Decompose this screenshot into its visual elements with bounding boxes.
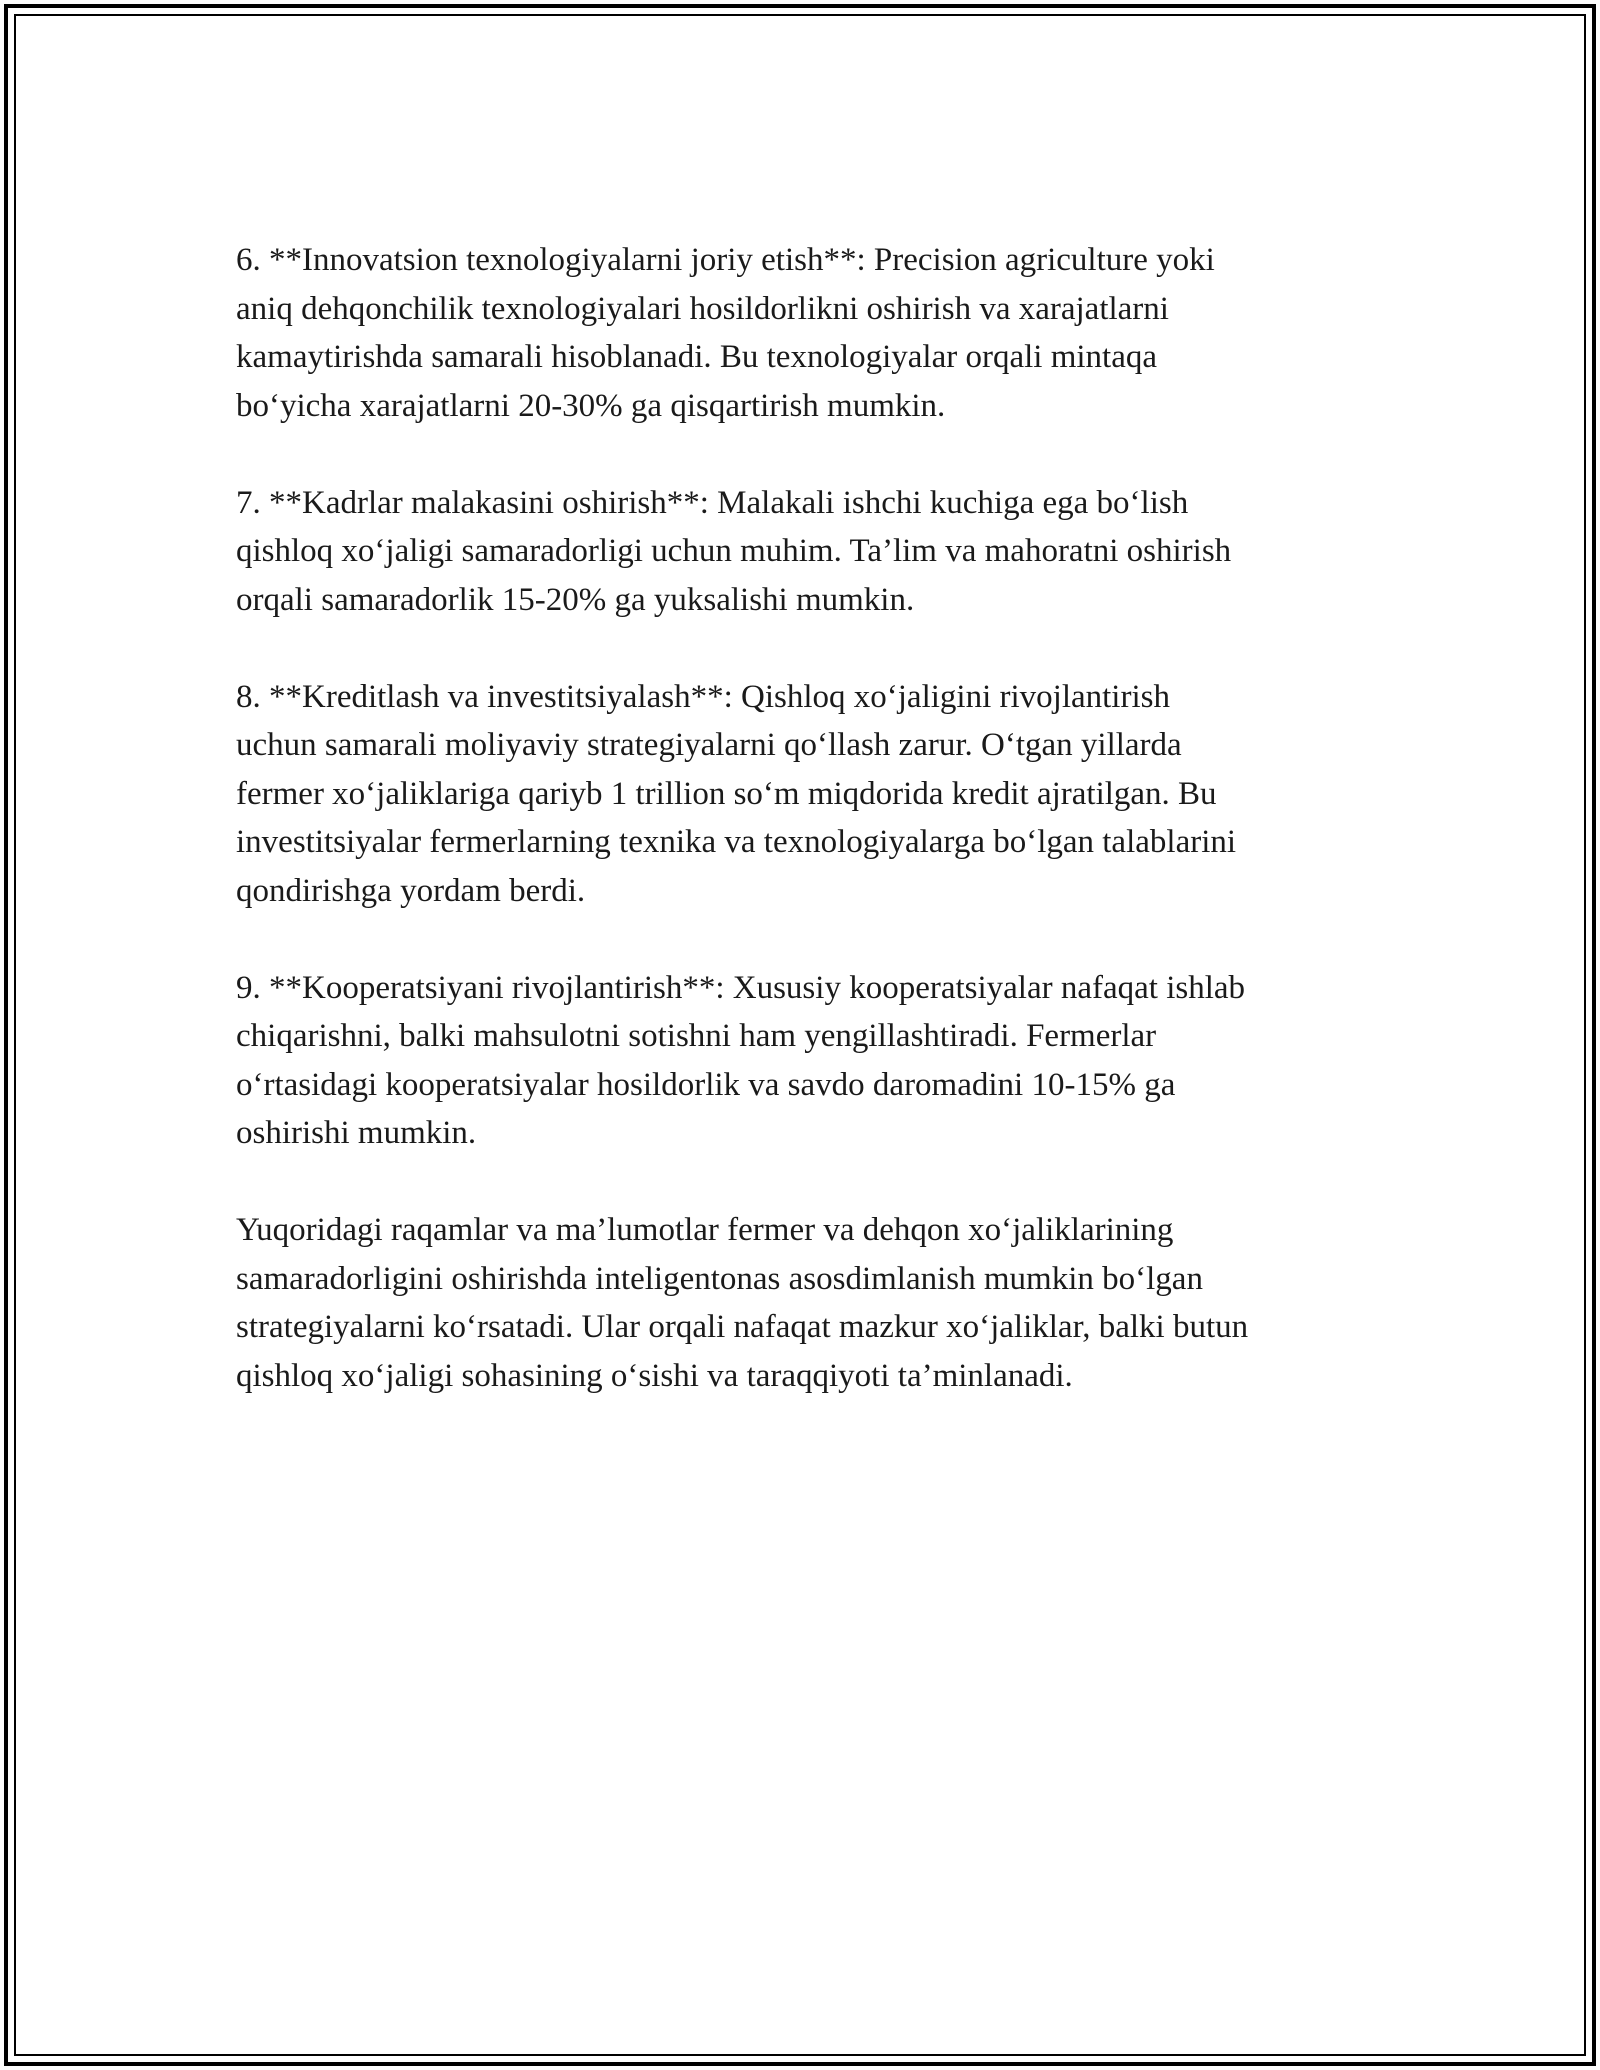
paragraph-conclusion: Yuqoridagi raqamlar va ma’lumotlar fermer va dehqon xo‘jaliklarining samaradorligini oshirishda inteligentonas asosdimlanish mumkin bo‘lgan strategiyalarni ko‘rsatadi. Ular orqali nafaqat mazkur xo‘jaliklar, balki butun qishloq xo‘jaligi sohasining o‘sishi va taraqqiyoti ta’minlanadi.	[236, 1212, 1249, 1394]
paragraph-item-8: 8. **Kreditlash va investitsiyalash**: Qishloq xo‘jaligini rivojlantirish uchun samarali moliyaviy strategiyalarni qo‘llash zarur. O‘tgan yillarda fermer xo‘jaliklariga qariyb 1 trillion so‘m miqdorida kredit ajratilgan. Bu investitsiyalar fermerlarning texnika va texnologiyalarga bo‘lgan talablarini qondirishga yordam berdi.	[236, 678, 1237, 909]
paragraph-item-9: 9. **Kooperatsiyani rivojlantirish**: Xususiy kooperatsiyalar nafaqat ishlab chiqarishni, balki mahsulotni sotishni ham yengillashtiradi. Fermerlar o‘rtasidagi kooperatsiyalar hosildorlik va savdo daromadini 10-15% ga oshirishi mumkin.	[236, 969, 1246, 1151]
paragraph-item-6: 6. **Innovatsion texnologiyalarni joriy etish**: Precision agriculture yoki aniq dehqonchilik texnologiyalari hosildorlikni oshirish va xarajatlarni kamaytirishda samarali hisoblanadi. Bu texnologiyalar orqali mintaqa bo‘yicha xarajatlarni 20-30% ga qisqartirish mumkin.	[236, 242, 1215, 424]
paragraph-item-7: 7. **Kadrlar malakasini oshirish**: Malakali ishchi kuchiga ega bo‘lish qishloq xo‘jaligi samaradorligi uchun muhim. Ta’lim va mahoratni oshirish orqali samaradorlik 15-20% ga yuksalishi mumkin.	[236, 484, 1232, 618]
document-body	[236, 236, 1376, 1449]
